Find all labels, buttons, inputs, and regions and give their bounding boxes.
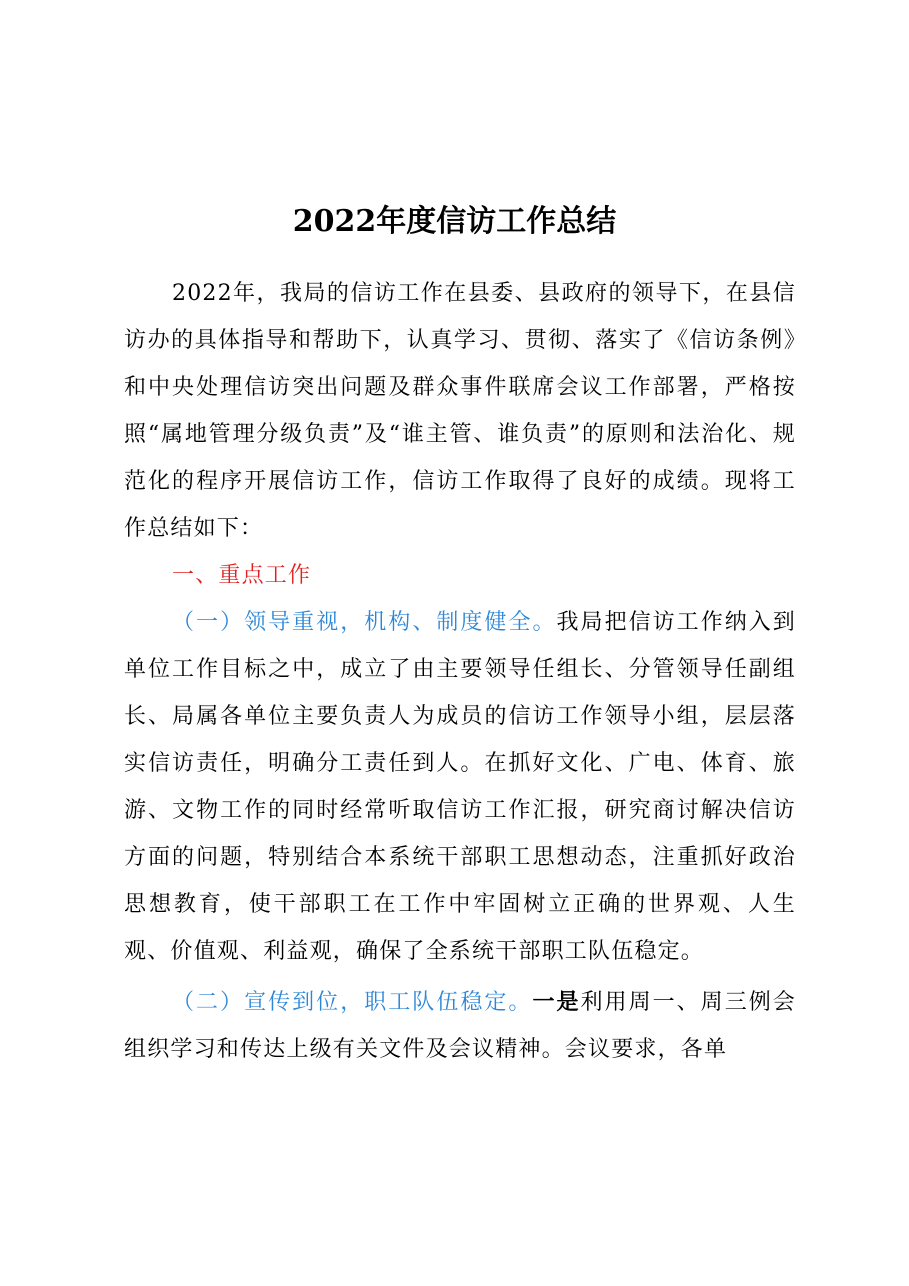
subsection-1-paragraph [124,599,796,975]
section-heading [124,552,796,599]
subsection-1-text: 我局把信访工作纳入到单位工作目标之中，成立了由主要领导任组长、分管领导任副组长、局属各单位主要负责人为成员的信访工作领导小组，层层落实信访责任，明确分工责任到人。在抓好文化、广电、体育、旅游、文物工作的同时经常听取信访工作汇报，研究商讨解决信访方面的问题，特别结合本系统干部职工思想动态，注重抓好政治思想教育，使干部职工在工作中牢固树立正确的世界观、人生观、价值观、利益观，确保了全系统干部职工队伍稳定。 [124,610,796,964]
intro-paragraph [124,270,796,552]
section-heading-text: 一、重点工作 [172,563,312,588]
document-body [124,270,796,1073]
subsection-1-heading: （一）领导重视，机构、制度健全。 [172,610,557,635]
subsection-2-paragraph [124,979,796,1073]
document-title: 2022年度信访工作总结 [292,204,617,239]
subsection-2-heading: （二）宣传到位，职工队伍稳定。 [172,990,533,1015]
subsection-2-bold-lead: 一是 [532,989,581,1015]
subsection-2-text: 利用周一、周三例会组织学习和传达上级有关文件及会议精神。会议要求，各单 [124,990,796,1062]
intro-text: 2022年，我局的信访工作在县委、县政府的领导下，在县信访办的具体指导和帮助下，认真学习、贯彻、落实了《信访条例》和中央处理信访突出问题及群众事件联席会议工作部署，严格按照“属地管理分级负责”及“谁主管、谁负责”的原则和法治化、规范化的程序开展信访工作，信访工作取得了良好的成绩。现将工作总结如下： [124,281,796,541]
